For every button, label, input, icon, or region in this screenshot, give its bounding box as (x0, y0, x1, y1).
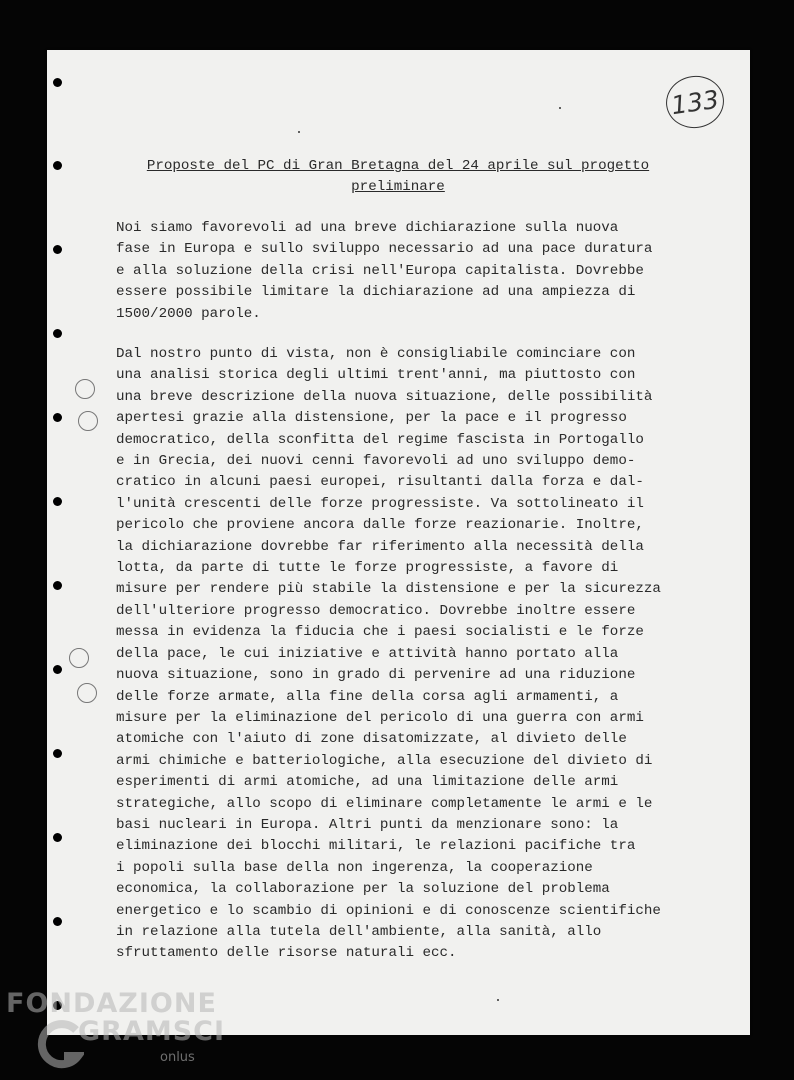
paper-speck (497, 999, 499, 1001)
watermark-sub: onlus (160, 1050, 195, 1065)
text-line: Dal nostro punto di vista, non è consigliabile cominciare con (116, 346, 636, 362)
paper-speck (559, 107, 561, 109)
paper-speck (298, 131, 300, 133)
text-line: una analisi storica degli ultimi trent'anni, ma piuttosto con (116, 367, 636, 384)
text-line: misure per rendere più stabile la distensione e per la sicurezza (116, 581, 661, 598)
text-line: in relazione alla tutela dell'ambiente, alla sanità, allo (116, 923, 602, 940)
watermark-line-2: GRAMSCI (78, 1016, 226, 1047)
page-number: 133 (663, 72, 728, 132)
title-line: preliminare (351, 179, 445, 195)
binder-hole (53, 78, 62, 87)
text-line: eliminazione dei blocchi militari, le relazioni pacifiche tra (116, 838, 636, 855)
text-line: pericolo che proviene ancora dalle forze reazionarie. Inoltre, (116, 517, 644, 534)
punch-ring (75, 379, 95, 399)
paragraph-2 (116, 344, 716, 965)
text-line: messa in evidenza la fiducia che i paesi socialisti e le forze (116, 624, 644, 641)
text-line: dell'ulteriore progresso democratico. Dovrebbe inoltre essere (116, 602, 636, 619)
text-line: fase in Europa e sullo sviluppo necessario ad una pace duratura (116, 241, 653, 258)
text-line: energetico e lo scambio di opinioni e di conoscenze scientifiche (116, 902, 661, 919)
punch-ring (78, 411, 98, 431)
binder-hole (53, 917, 62, 926)
text-line: apertesi grazie alla distensione, per la pace e il progresso (116, 410, 627, 427)
text-line: esperimenti di armi atomiche, ad una limitazione delle armi (116, 774, 619, 791)
binder-hole (53, 413, 62, 422)
text-line: sfruttamento delle risorse naturali ecc. (116, 945, 457, 962)
text-line: democratico, della sconfitta del regime fascista in Portogallo (116, 431, 644, 448)
paragraph-1 (116, 218, 716, 325)
text-line: strategiche, allo scopo di eliminare completamente le armi e le (116, 795, 653, 812)
text-line: lotta, da parte di tutte le forze progressiste, a favore di (116, 560, 619, 577)
watermark (6, 990, 225, 1046)
watermark-line-1: FONDAZIONE (6, 988, 217, 1019)
document-title (128, 156, 668, 198)
text-line: delle forze armate, alla fine della corsa agli armamenti, a (116, 688, 619, 705)
text-line: nuova situazione, sono in grado di pervenire ad una riduzione (116, 667, 636, 684)
binder-hole (53, 749, 62, 758)
binder-hole (53, 329, 62, 338)
text-line: basi nucleari in Europa. Altri punti da menzionare sono: la (116, 816, 619, 833)
text-line: armi chimiche e batteriologiche, alla esecuzione del divieto di (116, 752, 653, 769)
binder-hole (53, 665, 62, 674)
text-line: misure per la eliminazione del pericolo di una guerra con armi (116, 709, 644, 726)
text-line: i popoli sulla base della non ingerenza, la cooperazione (116, 859, 593, 876)
punch-ring (69, 648, 89, 668)
punch-ring (77, 683, 97, 703)
text-line: della pace, le cui iniziative e attività hanno portato alla (116, 645, 619, 662)
text-line: l'unità crescenti delle forze progressiste. Va sottolineato il (116, 495, 644, 512)
binder-hole (53, 581, 62, 590)
binder-hole (53, 161, 62, 170)
title-line: Proposte del PC di Gran Bretagna del 24 aprile sul progetto (146, 158, 650, 174)
text-line: atomiche con l'aiuto di zone disatomizzate, al divieto delle (116, 731, 627, 748)
binder-hole (53, 497, 62, 506)
text-line: Noi siamo favorevoli ad una breve dichiarazione sulla nuova (116, 220, 619, 236)
text-line: una breve descrizione della nuova situazione, delle possibilità (116, 388, 653, 405)
text-line: 1500/2000 parole. (116, 305, 261, 322)
text-line: e in Grecia, dei nuovi cenni favorevoli ad uno sviluppo demo- (116, 453, 636, 470)
text-line: economica, la collaborazione per la soluzione del problema (116, 881, 610, 898)
text-line: essere possibile limitare la dichiarazione ad una ampiezza di (116, 284, 636, 301)
text-line: e alla soluzione della crisi nell'Europa capitalista. Dovrebbe (116, 262, 644, 279)
text-line: cratico in alcuni paesi europei, risultanti dalla forza e dal- (116, 474, 644, 491)
binder-hole (53, 245, 62, 254)
binder-hole (53, 833, 62, 842)
text-line: la dichiarazione dovrebbe far riferimento alla necessità della (116, 538, 644, 555)
